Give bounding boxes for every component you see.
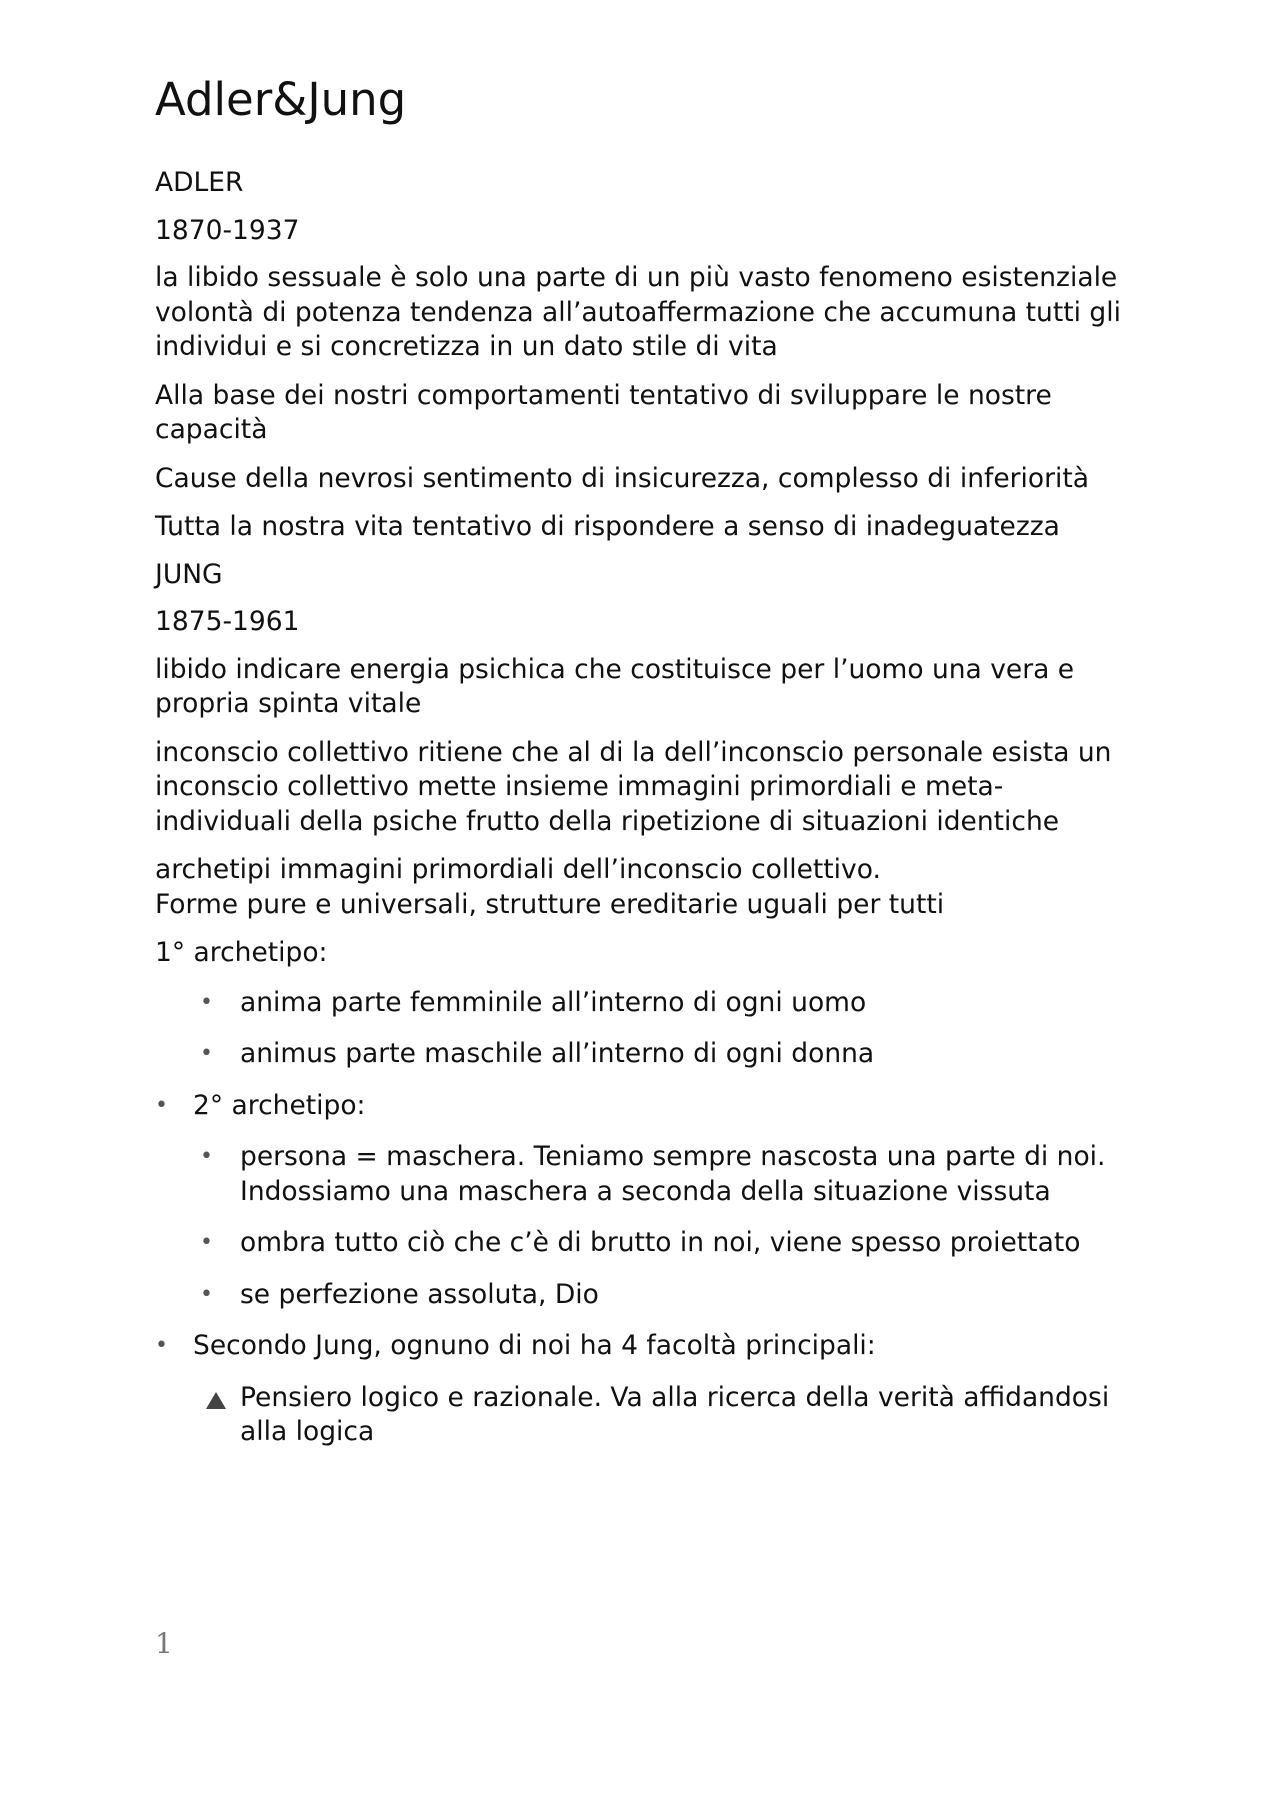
list-item (155, 1329, 1135, 1364)
archetipi-line-2: Forme pure e universali, strutture ereditarie uguali per tutti (155, 888, 945, 920)
list-item-text: se perfezione assoluta, Dio (240, 1278, 599, 1310)
list-item (155, 986, 1135, 1021)
bullet-icon: • (155, 1333, 168, 1358)
adler-paragraph-comportamenti: Alla base dei nostri comportamenti tentativo di sviluppare le nostre capacità (155, 379, 1052, 445)
adler-dates: 1870-1937 (155, 214, 300, 246)
list-item (155, 1226, 1135, 1261)
adler-paragraph-libido: la libido sessuale è solo una parte di un più vasto fenomeno esistenziale volontà di potenza tendenza all’autoaffermazione che accumuna tutti gli individui e si concretizza in un dato stile di vita (155, 262, 1121, 362)
bullet-icon: • (200, 1281, 213, 1307)
page-number: 1 (155, 1627, 173, 1660)
list-item (155, 1037, 1135, 1072)
bullet-icon: • (200, 1230, 213, 1255)
list-item-text: Secondo Jung, ognuno di noi ha 4 facoltà principali: (193, 1330, 876, 1361)
document-page (155, 70, 1135, 1467)
list-item (155, 1381, 1135, 1450)
archetipi-line-1: archetipi immagini primordiali dell’inconscio collettivo. (155, 854, 881, 885)
bullet-icon: • (155, 1092, 168, 1118)
list-item (155, 1278, 1135, 1313)
bullet-icon: • (200, 989, 213, 1015)
jung-paragraph-inconscio: inconscio collettivo ritiene che al di la dell’inconscio personale esista un inconscio collettivo mette insieme immagini primordiali e meta-individuali della psiche frutto della ripetizione di situazioni identiche (155, 736, 1112, 837)
section-heading-adler: ADLER (155, 167, 244, 198)
list-item (155, 1089, 1135, 1124)
jung-paragraph-libido: libido indicare energia psichica che costituisce per l’uomo una vera e propria spinta vitale (155, 653, 1075, 719)
adler-paragraph-nevrosi: Cause della nevrosi sentimento di insicurezza, complesso di inferiorità (155, 462, 1089, 494)
list-item-text: Pensiero logico e razionale. Va alla ricerca della verità affidandosi alla logica (240, 1381, 1110, 1447)
jung-paragraph-archetipi (155, 853, 1135, 922)
triangle-bullet-icon (206, 1392, 226, 1409)
list-item-text: animus parte maschile all’interno di ogni donna (240, 1038, 875, 1069)
archetipi-list (155, 986, 1135, 1450)
jung-dates: 1875-1961 (155, 606, 300, 637)
bullet-icon: • (200, 1041, 213, 1066)
bullet-icon: • (200, 1144, 213, 1169)
list-item-text: ombra tutto ciò che c’è di brutto in noi, viene spesso proiettato (240, 1227, 1081, 1258)
document-title: Adler&Jung (155, 73, 407, 126)
list-item-text: anima parte femminile all’interno di ogni uomo (240, 986, 867, 1018)
list-item-text: persona = maschera. Teniamo sempre nascosta una parte di noi. Indossiamo una maschera a seconda della situazione vissuta (240, 1141, 1106, 1207)
section-heading-jung: JUNG (155, 558, 223, 590)
list-item-text: 2° archetipo: (193, 1089, 366, 1121)
list-item (155, 1140, 1135, 1209)
adler-paragraph-vita: Tutta la nostra vita tentativo di rispondere a senso di inadeguatezza (155, 511, 1060, 542)
archetipo-1-label: 1° archetipo: (155, 937, 328, 968)
